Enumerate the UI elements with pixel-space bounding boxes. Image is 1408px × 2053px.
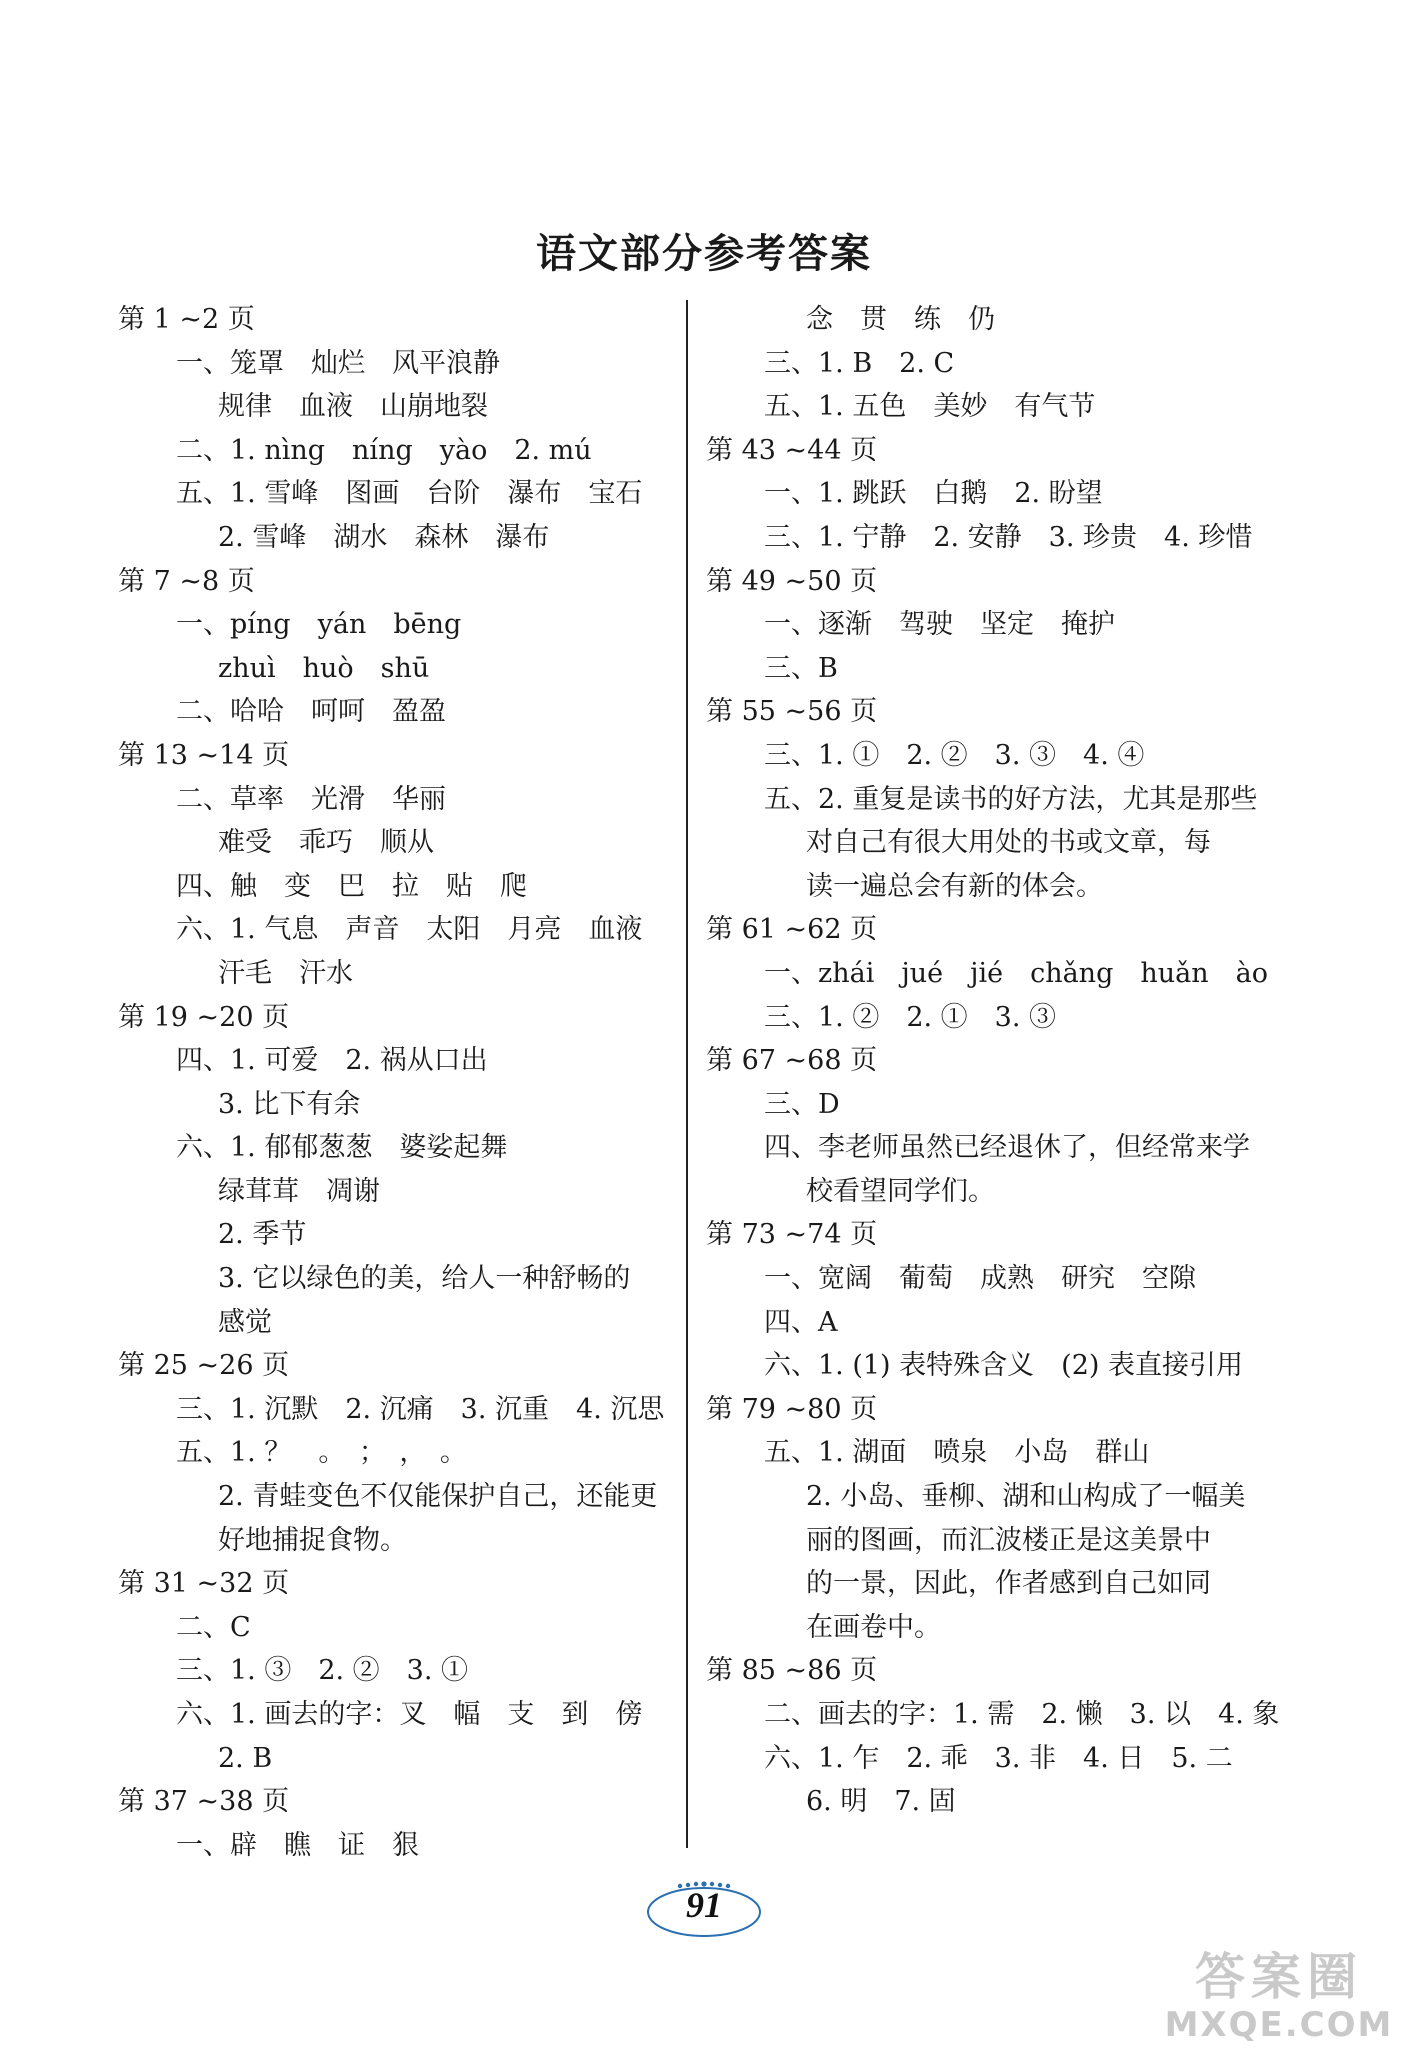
answer-line: 六、1. 画去的字：叉 幅 支 到 傍 [176, 1699, 643, 1730]
answer-line: 二、C [176, 1611, 251, 1643]
page-range-heading: 第 25 ~26 页 [118, 1350, 290, 1382]
answer-line: 2. B [218, 1742, 273, 1774]
answer-line: 五、1. ？ 。 ； ， 。 [176, 1437, 467, 1469]
answer-line: 丽的图画，而汇波楼正是这美景中 [806, 1524, 1211, 1556]
answer-column-right [706, 298, 1286, 1824]
answer-line: 二、1. nìng níng yào 2. mú [176, 434, 592, 466]
page-title: 语文部分参考答案 [536, 231, 872, 277]
column-divider [686, 300, 688, 1848]
answer-line: 规律 血液 山崩地裂 [218, 391, 488, 423]
answer-line: 五、1. 湖面 喷泉 小岛 群山 [764, 1437, 1150, 1469]
answer-line: 一、宽阔 葡萄 成熟 研究 空隙 [764, 1263, 1196, 1295]
answer-line: 一、píng yán bēng [176, 609, 462, 641]
answer-line: 三、1. ① 2. ② 3. ③ 4. ④ [764, 739, 1145, 771]
answer-line: 一、逐渐 驾驶 坚定 掩护 [764, 609, 1115, 641]
page-range-heading: 第 7 ~8 页 [118, 565, 255, 597]
page-range-heading: 第 49 ~50 页 [706, 565, 878, 597]
answer-line: 3. 它以绿色的美，给人一种舒畅的 [218, 1263, 631, 1295]
answer-line: 四、李老师虽然已经退休了，但经常来学 [764, 1132, 1250, 1164]
answer-column-left [118, 298, 678, 1867]
answer-line: 2. 小岛、垂柳、湖和山构成了一幅美 [806, 1481, 1246, 1513]
page-range-heading: 第 55 ~56 页 [706, 696, 878, 728]
page-range-heading: 第 85 ~86 页 [706, 1655, 878, 1687]
answer-line: 三、1. B 2. C [764, 347, 955, 379]
answer-line: zhuì huò shū [218, 652, 430, 684]
answer-line: 的一景，因此，作者感到自己如同 [806, 1568, 1211, 1600]
answer-line: 难受 乖巧 顺从 [218, 827, 434, 859]
answer-line: 二、哈哈 呵呵 盈盈 [176, 696, 446, 728]
page-number-badge [644, 1880, 764, 1940]
answer-line: 一、辟 瞧 证 狠 [176, 1829, 419, 1861]
page-range-heading: 第 37 ~38 页 [118, 1786, 290, 1818]
answer-line: 三、D [764, 1088, 840, 1120]
answer-line: 六、1. 气息 声音 太阳 月亮 血液 [176, 914, 643, 946]
answer-line: 在画卷中。 [806, 1611, 941, 1643]
watermark [1164, 1949, 1394, 2049]
page-range-heading: 第 73 ~74 页 [706, 1219, 878, 1251]
page-range-heading: 第 13 ~14 页 [118, 739, 290, 771]
answer-line: 三、B [764, 652, 838, 684]
answer-line: 汗毛 汗水 [218, 957, 353, 989]
answer-line: 二、画去的字：1. 需 2. 懒 3. 以 4. 象 [764, 1699, 1280, 1730]
page-number: 91 [686, 1885, 722, 1925]
answer-line: 读一遍总会有新的体会。 [806, 870, 1103, 902]
answer-line: 念 贯 练 仍 [806, 304, 995, 335]
answer-line: 对自己有很大用处的书或文章，每 [806, 827, 1211, 859]
answer-line: 感觉 [218, 1306, 272, 1338]
answer-line: 三、1. ② 2. ① 3. ③ [764, 1001, 1057, 1033]
answer-line: 六、1. 乍 2. 乖 3. 非 4. 日 5. 二 [764, 1742, 1233, 1774]
answer-line: 绿茸茸 凋谢 [218, 1175, 380, 1207]
answer-line: 四、触 变 巴 拉 贴 爬 [176, 870, 527, 902]
page-range-heading: 第 31 ~32 页 [118, 1568, 290, 1600]
page-range-heading: 第 19 ~20 页 [118, 1001, 290, 1033]
answer-line: 二、草率 光滑 华丽 [176, 783, 446, 815]
answer-line: 6. 明 7. 固 [806, 1786, 956, 1818]
answer-line: 五、1. 五色 美妙 有气节 [764, 391, 1096, 423]
answer-line: 校看望同学们。 [806, 1175, 995, 1207]
page-range-heading: 第 79 ~80 页 [706, 1393, 878, 1425]
page-range-heading: 第 67 ~68 页 [706, 1045, 878, 1077]
answer-line: 好地捕捉食物。 [218, 1524, 407, 1556]
answer-line: 3. 比下有余 [218, 1088, 361, 1120]
answer-line: 六、1. 郁郁葱葱 婆娑起舞 [176, 1132, 508, 1164]
answer-line: 一、笼罩 灿烂 风平浪静 [176, 347, 500, 379]
watermark-title: 答案圈 [1195, 1948, 1363, 2006]
answer-line: 三、1. 宁静 2. 安静 3. 珍贵 4. 珍惜 [764, 521, 1253, 553]
answer-line: 四、A [764, 1306, 838, 1338]
answer-line: 2. 季节 [218, 1219, 307, 1251]
answer-line: 一、zhái jué jié chǎng huǎn ào [764, 957, 1268, 989]
answer-line: 六、1. (1) 表特殊含义 (2) 表直接引用 [764, 1350, 1243, 1382]
answer-line: 2. 青蛙变色不仅能保护自己，还能更 [218, 1481, 658, 1513]
answer-line: 四、1. 可爱 2. 祸从口出 [176, 1045, 488, 1077]
answer-line: 2. 雪峰 湖水 森林 瀑布 [218, 521, 550, 553]
answer-line: 五、2. 重复是读书的好方法，尤其是那些 [764, 783, 1258, 815]
watermark-url: MXQE.COM [1164, 2005, 1394, 2045]
answer-line: 三、1. ③ 2. ② 3. ① [176, 1655, 469, 1687]
page-range-heading: 第 1 ~2 页 [118, 304, 255, 335]
answer-line: 五、1. 雪峰 图画 台阶 瀑布 宝石 [176, 478, 643, 510]
answer-line: 三、1. 沉默 2. 沉痛 3. 沉重 4. 沉思 [176, 1393, 665, 1425]
answer-line: 一、1. 跳跃 白鹅 2. 盼望 [764, 478, 1103, 510]
page-range-heading: 第 61 ~62 页 [706, 914, 878, 946]
page-range-heading: 第 43 ~44 页 [706, 434, 878, 466]
